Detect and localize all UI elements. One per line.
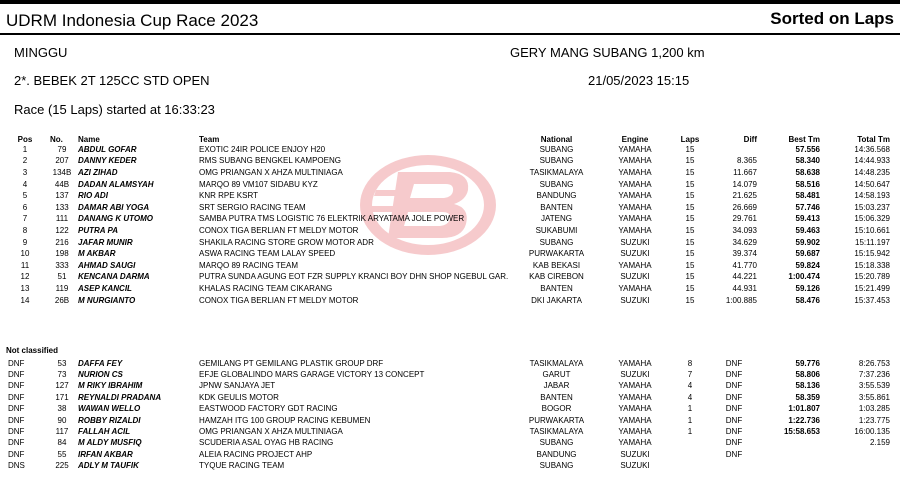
cell-best: 15:58.653 (783, 427, 820, 437)
cell-team: GEMILANG PT GEMILANG PLASTIK GROUP DRF (199, 358, 384, 368)
cell-total: 14:36.568 (854, 144, 890, 154)
cell-name: RIO ADI (78, 191, 108, 201)
cell-pos: 4 (22, 179, 28, 189)
cell-national: SUBANG (539, 156, 574, 166)
cell-best: 1:00.474 (788, 272, 820, 282)
cell-laps: 15 (685, 202, 695, 212)
cell-pos: 11 (20, 260, 30, 270)
cell-total: 2.159 (869, 438, 890, 448)
cell-team: ASWA RACING TEAM LALAY SPEED (199, 249, 336, 259)
cell-best: 59.463 (795, 225, 820, 235)
cell-national: SUBANG (539, 461, 574, 471)
cell-name: AZI ZIHAD (78, 167, 118, 177)
cell-diff: DNF (725, 404, 743, 414)
cell-national: TASIKMALAYA (529, 427, 584, 437)
cell-laps (669, 449, 711, 460)
cell-national: SUBANG (539, 237, 574, 247)
cell-engine: YAMAHA (618, 156, 652, 166)
cell-no: 133 (55, 202, 69, 212)
cell-engine: YAMAHA (618, 381, 652, 391)
cell-laps: 15 (685, 283, 695, 293)
cell-laps: 15 (685, 167, 695, 177)
table-row (0, 461, 900, 472)
cell-national: TASIKMALAYA (529, 358, 584, 368)
cell-best: 59.824 (795, 260, 820, 270)
circuit-name: GERY MANG SUBANG 1,200 km (510, 45, 705, 60)
cell-name: FALLAH ACIL (78, 427, 131, 437)
cell-laps: 4 (687, 381, 693, 391)
cell-name: M NURGIANTO (78, 295, 136, 305)
cell-engine: YAMAHA (618, 404, 652, 414)
cell-laps: 15 (685, 237, 695, 247)
cell-name: AHMAD SAUGI (78, 260, 136, 270)
cell-best: 1:22.736 (788, 415, 820, 425)
cell-pos: 8 (22, 225, 28, 235)
cell-best: 59.413 (795, 214, 820, 224)
cell-best: 58.516 (795, 179, 820, 189)
not-classified-table (0, 358, 900, 472)
table-row (0, 381, 900, 392)
cell-name: DAFFA FEY (78, 358, 123, 368)
cell-no: 333 (55, 260, 69, 270)
cell-name: ROBBY RIZALDI (78, 415, 141, 425)
table-row (0, 415, 900, 426)
cell-name: DANNY KEDER (78, 156, 137, 166)
cell-national: SUBANG (539, 179, 574, 189)
cell-no: 55 (57, 449, 67, 459)
cell-diff: 21.625 (732, 191, 757, 201)
table-row (0, 295, 900, 307)
table-row (0, 248, 900, 260)
cell-team: EFJE GLOBALINDO MARS GARAGE VICTORY 13 CONCEPT (199, 370, 425, 380)
cell-team: KDK GEULIS MOTOR (199, 392, 279, 402)
cell-diff: 29.761 (732, 214, 757, 224)
cell-no: 137 (55, 191, 69, 201)
col-laps: Laps (680, 134, 700, 144)
cell-team: MARQO 89 RACING TEAM (199, 260, 298, 270)
cell-no: 198 (55, 249, 69, 259)
table-row (0, 156, 900, 168)
cell-team: JPNW SANJAYA JET (199, 381, 276, 391)
cell-best: 59.902 (795, 237, 820, 247)
cell-name: WAWAN WELLO (78, 404, 141, 414)
cell-pos: DNS (8, 461, 25, 471)
cell-laps: 1 (687, 404, 693, 414)
cell-total: 15:18.338 (854, 260, 890, 270)
cell-national: DKI JAKARTA (531, 295, 582, 305)
cell-engine: YAMAHA (618, 438, 652, 448)
col-pos: Pos (17, 134, 33, 144)
cell-pos: 13 (20, 283, 30, 293)
cell-no: 51 (57, 272, 67, 282)
cell-diff: 39.374 (732, 249, 757, 259)
cell-national: PURWAKARTA (528, 415, 585, 425)
table-row (0, 225, 900, 237)
col-best: Best Tm (788, 134, 820, 144)
cell-team: EASTWOOD FACTORY GDT RACING (199, 404, 338, 414)
cell-engine: SUZUKI (620, 449, 650, 459)
cell-diff: 44.221 (732, 272, 757, 282)
cell-laps: 15 (685, 191, 695, 201)
cell-team: HAMZAH ITG 100 GROUP RACING KEBUMEN (199, 415, 371, 425)
cell-best: 58.359 (795, 392, 820, 402)
cell-no: 122 (55, 225, 69, 235)
race-day: MINGGU (14, 45, 68, 60)
cell-name: REYNALDI PRADANA (78, 392, 162, 402)
table-row (0, 392, 900, 403)
cell-laps: 8 (687, 358, 693, 368)
table-row (0, 167, 900, 179)
cell-team: SHAKILA RACING STORE GROW MOTOR ADR (199, 237, 374, 247)
cell-total: 1:03.285 (858, 404, 890, 414)
cell-engine: YAMAHA (618, 214, 652, 224)
cell-engine: SUZUKI (620, 461, 650, 471)
cell-engine: SUZUKI (620, 249, 650, 259)
class-name: 2*. BEBEK 2T 125CC STD OPEN (14, 73, 210, 88)
cell-diff: DNF (725, 392, 743, 402)
cell-engine: SUZUKI (620, 295, 650, 305)
cell-team: OMG PRIANGAN X AHZA MULTINIAGA (199, 427, 343, 437)
col-name: Name (78, 134, 100, 144)
cell-diff: 34.093 (732, 225, 757, 235)
cell-best: 58.481 (795, 191, 820, 201)
cell-total: 14:48.235 (854, 167, 890, 177)
cell-name: KENCANA DARMA (78, 272, 150, 282)
cell-name: IRFAN AKBAR (78, 449, 133, 459)
cell-national: BANTEN (540, 392, 573, 402)
cell-total: 15:06.329 (854, 214, 890, 224)
cell-total: 15:03.237 (854, 202, 890, 212)
table-row (0, 449, 900, 460)
cell-best: 58.136 (795, 381, 820, 391)
cell-diff: 14.079 (732, 179, 757, 189)
table-row (0, 438, 900, 449)
cell-no: 171 (55, 392, 69, 402)
cell-engine: YAMAHA (618, 179, 652, 189)
cell-diff: DNF (725, 427, 743, 437)
cell-total: 14:58.193 (854, 191, 890, 201)
cell-name: JAFAR MUNIR (78, 237, 133, 247)
cell-national: BANTEN (540, 283, 573, 293)
cell-no: 44B (54, 179, 70, 189)
cell-no: 73 (57, 370, 67, 380)
cell-national: SUKABUMI (535, 225, 578, 235)
cell-engine: SUZUKI (620, 237, 650, 247)
cell-diff: DNF (725, 438, 743, 448)
cell-best: 59.776 (795, 358, 820, 368)
cell-total: 7:37.236 (858, 370, 890, 380)
cell-national: SUBANG (539, 438, 574, 448)
cell-best (757, 438, 820, 449)
results-table (0, 134, 900, 306)
table-row (0, 426, 900, 437)
cell-diff (711, 144, 757, 156)
cell-no: 90 (57, 415, 67, 425)
cell-national: BANDUNG (536, 449, 577, 459)
results-header-row (0, 134, 900, 144)
cell-national: BOGOR (541, 404, 572, 414)
cell-diff (711, 461, 757, 472)
cell-total: 3:55.861 (858, 392, 890, 402)
table-row (0, 202, 900, 214)
cell-no: 119 (55, 283, 69, 293)
cell-laps: 15 (685, 249, 695, 259)
race-start-info: Race (15 Laps) started at 16:33:23 (14, 102, 215, 117)
cell-no: 134B (52, 167, 72, 177)
cell-best: 58.806 (795, 370, 820, 380)
cell-team: SAMBA PUTRA TMS LOGISTIC 76 ELEKTRIK ARYATAMA JOLE POWER (199, 214, 465, 224)
cell-diff: DNF (725, 381, 743, 391)
table-row (0, 190, 900, 202)
cell-engine: YAMAHA (618, 358, 652, 368)
cell-no: 26B (54, 295, 70, 305)
cell-national: TASIKMALAYA (529, 167, 584, 177)
cell-name: NURION CS (78, 370, 123, 380)
not-classified-label: Not classified (6, 346, 59, 355)
cell-national: BANTEN (540, 202, 573, 212)
cell-name: PUTRA PA (78, 225, 118, 235)
cell-no: 84 (57, 438, 67, 448)
col-national: National (540, 134, 573, 144)
cell-national: GARUT (542, 370, 571, 380)
cell-diff: DNF (725, 358, 743, 368)
cell-laps: 7 (687, 370, 693, 380)
cell-name: DADAN ALAMSYAH (78, 179, 154, 189)
cell-national: JATENG (541, 214, 572, 224)
cell-national: JABAR (543, 381, 570, 391)
cell-pos: DNF (8, 392, 25, 402)
cell-engine: YAMAHA (618, 144, 652, 154)
cell-total: 8:26.753 (858, 358, 890, 368)
cell-name: DAMAR ABI YOGA (78, 202, 150, 212)
cell-engine: YAMAHA (618, 225, 652, 235)
cell-team: SRT SERGIO RACING TEAM (199, 202, 306, 212)
cell-total: 15:37.453 (854, 295, 890, 305)
col-engine: Engine (621, 134, 649, 144)
cell-laps: 15 (685, 179, 695, 189)
cell-pos: DNF (8, 404, 25, 414)
cell-national: BANDUNG (536, 191, 577, 201)
cell-best: 59.126 (795, 283, 820, 293)
cell-team: ALEIA RACING PROJECT AHP (199, 449, 313, 459)
cell-engine: YAMAHA (618, 260, 652, 270)
cell-pos: 2 (22, 156, 28, 166)
cell-team: OMG PRIANGAN X AHZA MULTINIAGA (199, 167, 343, 177)
cell-no: 117 (55, 427, 69, 437)
cell-total: 14:50.647 (854, 179, 890, 189)
cell-pos: 10 (20, 249, 30, 259)
cell-best: 57.556 (795, 144, 820, 154)
cell-total: 15:20.789 (854, 272, 890, 282)
cell-engine: YAMAHA (618, 202, 652, 212)
cell-laps: 15 (685, 214, 695, 224)
cell-name: M RIKY IBRAHIM (78, 381, 143, 391)
cell-name: ASEP KANCIL (78, 283, 132, 293)
cell-pos: DNF (8, 381, 25, 391)
cell-pos: DNF (8, 438, 25, 448)
cell-total: 15:21.499 (854, 283, 890, 293)
table-row (0, 369, 900, 380)
cell-laps (669, 438, 711, 449)
cell-best: 59.687 (795, 249, 820, 259)
cell-best: 58.638 (795, 167, 820, 177)
cell-pos: 14 (20, 295, 30, 305)
cell-no: 53 (57, 358, 67, 368)
cell-laps: 1 (687, 427, 693, 437)
cell-diff: 1:00.885 (725, 295, 757, 305)
cell-pos: 3 (22, 167, 28, 177)
cell-name: ADLY M TAUFIK (78, 461, 139, 471)
cell-engine: YAMAHA (618, 415, 652, 425)
cell-team: CONOX TIGA BERLIAN FT MELDY MOTOR (199, 225, 359, 235)
cell-pos: 5 (22, 191, 28, 201)
sort-label: Sorted on Laps (770, 9, 894, 28)
table-row (0, 260, 900, 272)
cell-laps: 15 (685, 260, 695, 270)
cell-name: M AKBAR (78, 249, 116, 259)
cell-laps: 4 (687, 392, 693, 402)
cell-diff: 44.931 (732, 283, 757, 293)
cell-diff: DNF (725, 415, 743, 425)
cell-national: SUBANG (539, 144, 574, 154)
cell-engine: YAMAHA (618, 167, 652, 177)
cell-pos: 7 (22, 214, 28, 224)
cell-diff: 8.365 (736, 156, 757, 166)
col-no: No. (50, 134, 63, 144)
cell-team: EXOTIC 24IR POLICE ENJOY H20 (199, 144, 326, 154)
cell-best: 58.476 (795, 295, 820, 305)
cell-best: 1:01.807 (788, 404, 820, 414)
cell-no: 79 (57, 144, 67, 154)
cell-pos: DNF (8, 449, 25, 459)
header-rule (0, 33, 900, 35)
cell-total: 15:15.942 (854, 249, 890, 259)
cell-total: 15:10.661 (854, 225, 890, 235)
cell-team: KNR RPE KSRT (199, 191, 258, 201)
cell-laps (669, 461, 711, 472)
col-team: Team (199, 134, 220, 144)
cell-national: PURWAKARTA (528, 249, 585, 259)
col-diff: Diff (743, 134, 757, 144)
cell-pos: DNF (8, 370, 25, 380)
cell-total: 15:11.197 (855, 237, 890, 247)
cell-laps: 15 (685, 156, 695, 166)
cell-diff: 26.669 (732, 202, 757, 212)
cell-no: 127 (55, 381, 69, 391)
page-title: UDRM Indonesia Cup Race 2023 (6, 11, 259, 30)
race-datetime: 21/05/2023 15:15 (588, 73, 690, 88)
cell-laps: 15 (685, 225, 695, 235)
cell-laps: 1 (687, 415, 693, 425)
table-row (0, 214, 900, 226)
cell-total: 14:44.933 (854, 156, 890, 166)
cell-engine: YAMAHA (618, 283, 652, 293)
cell-diff: 11.667 (733, 167, 757, 177)
cell-name: M ALDY MUSFIQ (78, 438, 142, 448)
cell-best: 57.746 (795, 202, 820, 212)
cell-laps: 15 (685, 272, 695, 282)
cell-pos: DNF (8, 415, 25, 425)
table-row (0, 283, 900, 295)
cell-diff: 34.629 (732, 237, 757, 247)
cell-pos: 12 (20, 272, 30, 282)
cell-total: 16:00.135 (854, 427, 890, 437)
cell-no: 111 (55, 214, 69, 224)
cell-engine: YAMAHA (618, 191, 652, 201)
table-row (0, 144, 900, 156)
table-row (0, 272, 900, 284)
cell-no: 225 (55, 461, 69, 471)
top-rule (0, 0, 900, 4)
cell-diff: DNF (725, 449, 743, 459)
cell-team: TYQUE RACING TEAM (199, 461, 285, 471)
cell-national: KAB BEKASI (532, 260, 581, 270)
cell-name: ABDUL GOFAR (78, 144, 137, 154)
cell-pos: DNF (8, 358, 25, 368)
cell-laps: 15 (685, 144, 695, 154)
cell-name: DANANG K UTOMO (78, 214, 153, 224)
cell-national: KAB CIREBON (529, 272, 584, 282)
cell-team: MARQO 89 VM107 SIDABU KYZ (199, 179, 318, 189)
cell-pos: 1 (22, 144, 28, 154)
cell-no: 38 (57, 404, 67, 414)
table-row (0, 237, 900, 249)
cell-total (820, 461, 890, 472)
cell-engine: SUZUKI (620, 370, 650, 380)
cell-team: PUTRA SUNDA AGUNG EOT FZR SUPPLY KRANCI BOY DHN SHOP NGEBUL GAR. (199, 272, 509, 282)
cell-best (757, 449, 820, 460)
cell-best: 58.340 (795, 156, 820, 166)
table-row (0, 404, 900, 415)
cell-no: 216 (55, 237, 69, 247)
cell-pos: 6 (22, 202, 28, 212)
table-row (0, 358, 900, 369)
cell-team: SCUDERIA ASAL OYAG HB RACING (199, 438, 334, 448)
cell-laps: 15 (685, 295, 695, 305)
cell-diff: DNF (725, 370, 743, 380)
cell-engine: YAMAHA (618, 392, 652, 402)
cell-total: 1:23.775 (858, 415, 890, 425)
cell-team: CONOX TIGA BERLIAN FT MELDY MOTOR (199, 295, 359, 305)
cell-total: 3:55.539 (858, 381, 890, 391)
cell-pos: DNF (8, 427, 25, 437)
col-total: Total Tm (857, 134, 890, 144)
cell-best (757, 461, 820, 472)
cell-team: RMS SUBANG BENGKEL KAMPOENG (199, 156, 341, 166)
cell-engine: YAMAHA (618, 427, 652, 437)
cell-team: KHALAS RACING TEAM CIKARANG (199, 283, 333, 293)
cell-total (820, 449, 890, 460)
cell-pos: 9 (22, 237, 28, 247)
cell-no: 207 (55, 156, 69, 166)
cell-engine: SUZUKI (620, 272, 650, 282)
cell-diff: 41.770 (732, 260, 757, 270)
table-row (0, 179, 900, 191)
